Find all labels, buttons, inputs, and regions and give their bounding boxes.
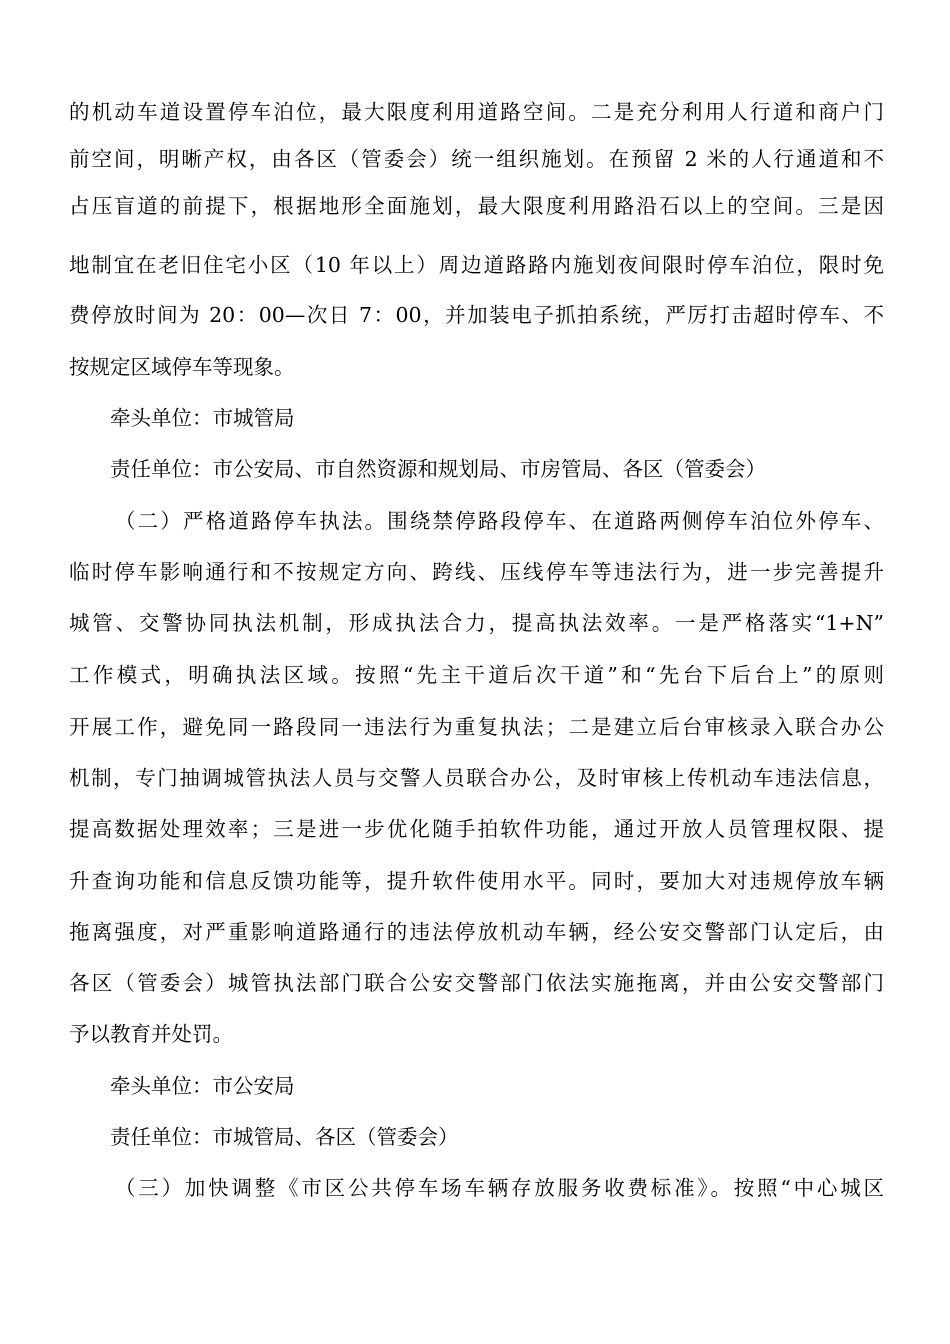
paragraph-2-line: 拖离强度，对严重影响道路通行的违法停放机动车辆，经公安交警部门认定后，由 <box>69 920 884 944</box>
paragraph-2-line: 予以教育并处罚。 <box>69 1022 233 1046</box>
paragraph-2-line: 工作模式，明确执法区域。按照“先主干道后次干道”和“先台下后台上”的原则 <box>69 663 884 687</box>
paragraph-2-line: 临时停车影响通行和不按规定方向、跨线、压线停车等违法行为，进一步完善提升 <box>69 560 884 584</box>
paragraph-2-line: 提高数据处理效率；三是进一步优化随手拍软件功能，通过开放人员管理权限、提 <box>69 817 884 841</box>
lead-unit-2: 牵头单位：市公安局 <box>110 1074 295 1098</box>
paragraph-2-line: 机制，专门抽调城管执法人员与交警人员联合办公，及时审核上传机动车违法信息， <box>69 766 884 790</box>
paragraph-1-line: 地制宜在老旧住宅小区（10 年以上）周边道路路内施划夜间限时停车泊位，限时免 <box>69 253 884 277</box>
paragraph-1-line: 费停放时间为 20：00—次日 7：00，并加装电子抓拍系统，严厉打击超时停车、不 <box>69 303 884 327</box>
paragraph-2-line: 各区（管委会）城管执法部门联合公安交警部门依法实施拖离，并由公安交警部门 <box>69 971 884 995</box>
paragraph-1-line: 占压盲道的前提下，根据地形全面施划，最大限度利用路沿石以上的空间。三是因 <box>69 194 884 218</box>
paragraph-1-line: 前空间，明晰产权，由各区（管委会）统一组织施划。在预留 2 米的人行通道和不 <box>69 147 884 171</box>
responsible-unit-1: 责任单位：市公安局、市自然资源和规划局、市房管局、各区（管委会） <box>110 457 766 481</box>
paragraph-2-line: （二）严格道路停车执法。围绕禁停路段停车、在道路两侧停车泊位外停车、 <box>115 509 884 533</box>
lead-unit-1: 牵头单位：市城管局 <box>110 406 295 430</box>
paragraph-2-line: 开展工作，避免同一路段同一违法行为重复执法；二是建立后台审核录入联合办公 <box>69 715 884 739</box>
paragraph-1-line: 按规定区域停车等现象。 <box>69 355 295 379</box>
paragraph-2-line: 升查询功能和信息反馈功能等，提升软件使用水平。同时，要加大对违规停放车辆 <box>69 869 884 893</box>
paragraph-2-line: 城管、交警协同执法机制，形成执法合力，提高执法效率。一是严格落实“1+N” <box>69 611 884 635</box>
paragraph-3-line: （三）加快调整《市区公共停车场车辆存放服务收费标准》。按照“中心城区 <box>115 1176 884 1200</box>
paragraph-1-line: 的机动车道设置停车泊位，最大限度利用道路空间。二是充分利用人行道和商户门 <box>69 100 884 124</box>
responsible-unit-2: 责任单位：市城管局、各区（管委会） <box>110 1125 459 1149</box>
